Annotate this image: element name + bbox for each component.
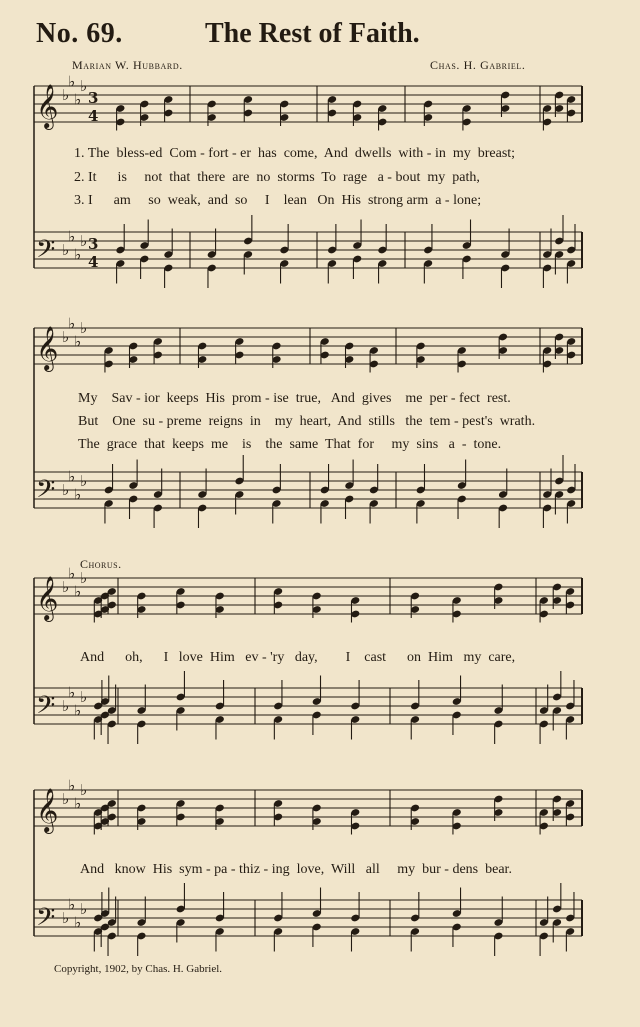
flat-icon: ♭ <box>62 241 70 259</box>
flat-icon: ♭ <box>74 332 82 351</box>
verse-lyric-line: The grace that keeps me is the same That for my sins a - tone. <box>78 437 502 452</box>
flat-icon: ♭ <box>74 90 82 109</box>
clef-icon: 𝄞 <box>36 84 59 128</box>
flat-icon: ♭ <box>74 913 82 932</box>
flat-icon: ♭ <box>74 485 82 504</box>
flat-icon: ♭ <box>62 790 70 808</box>
flat-icon: ♭ <box>68 895 76 914</box>
clef-icon: 𝄞 <box>36 788 59 832</box>
flat-icon: ♭ <box>80 319 88 337</box>
clef-icon: 𝄢 <box>36 903 56 938</box>
time-signature-bottom: 4 <box>88 253 99 271</box>
flat-icon: ♭ <box>80 232 88 250</box>
flat-icon: ♭ <box>74 701 82 720</box>
author-credit: Marian W. Hubbard. <box>72 58 183 72</box>
flat-icon: ♭ <box>68 72 76 91</box>
flat-icon: ♭ <box>68 683 76 702</box>
chorus-lyric-line: And oh, I love Him ev - 'ry day, I cast on Him my care, <box>80 650 516 665</box>
flat-icon: ♭ <box>62 697 70 715</box>
flat-icon: ♭ <box>68 776 76 795</box>
flat-icon: ♭ <box>68 314 76 333</box>
flat-icon: ♭ <box>80 781 88 799</box>
clef-icon: 𝄞 <box>36 326 59 370</box>
verse-lyric-line: My Sav - ior keeps His prom - ise true, And gives me per - fect rest. <box>78 391 511 406</box>
flat-icon: ♭ <box>74 245 82 264</box>
chorus-lyric-line: And know His sym - pa - thiz - ing love, Will all my bur - dens bear. <box>80 862 512 877</box>
flat-icon: ♭ <box>74 582 82 601</box>
composer-credit: Chas. H. Gabriel. <box>430 58 526 72</box>
clef-icon: 𝄢 <box>36 691 56 726</box>
flat-icon: ♭ <box>62 86 70 104</box>
clef-icon: 𝄢 <box>36 475 56 510</box>
verse-lyric-line: 2. It is not that there are no storms To rage a - bout my path, <box>74 170 480 185</box>
flat-icon: ♭ <box>68 564 76 583</box>
flat-icon: ♭ <box>80 569 88 587</box>
clef-icon: 𝄢 <box>36 235 56 270</box>
flat-icon: ♭ <box>62 578 70 596</box>
flat-icon: ♭ <box>62 909 70 927</box>
flat-icon: ♭ <box>80 900 88 918</box>
chorus-label: Chorus. <box>80 557 122 571</box>
flat-icon: ♭ <box>62 481 70 499</box>
flat-icon: ♭ <box>68 227 76 246</box>
clef-icon: 𝄞 <box>36 576 59 620</box>
time-signature-bottom: 4 <box>88 107 99 125</box>
flat-icon: ♭ <box>74 794 82 813</box>
flat-icon: ♭ <box>80 77 88 95</box>
verse-lyric-line: 3. I am so weak, and so I lean On His strong arm a - lone; <box>74 193 482 208</box>
hymn-number: No. 69. <box>36 18 123 49</box>
verse-lyric-line: But One su - preme reigns in my heart, And stills the tem - pest's wrath. <box>78 414 536 429</box>
time-signature-top: 3 <box>88 89 99 107</box>
hymn-title: The Rest of Faith. <box>205 18 420 49</box>
flat-icon: ♭ <box>80 472 88 490</box>
time-signature-top: 3 <box>88 235 99 253</box>
flat-icon: ♭ <box>68 467 76 486</box>
flat-icon: ♭ <box>62 328 70 346</box>
copyright-notice: Copyright, 1902, by Chas. H. Gabriel. <box>54 963 223 975</box>
verse-lyric-line: 1. The bless-ed Com - fort - er has come, And dwells with - in my breast; <box>74 146 516 161</box>
flat-icon: ♭ <box>80 688 88 706</box>
